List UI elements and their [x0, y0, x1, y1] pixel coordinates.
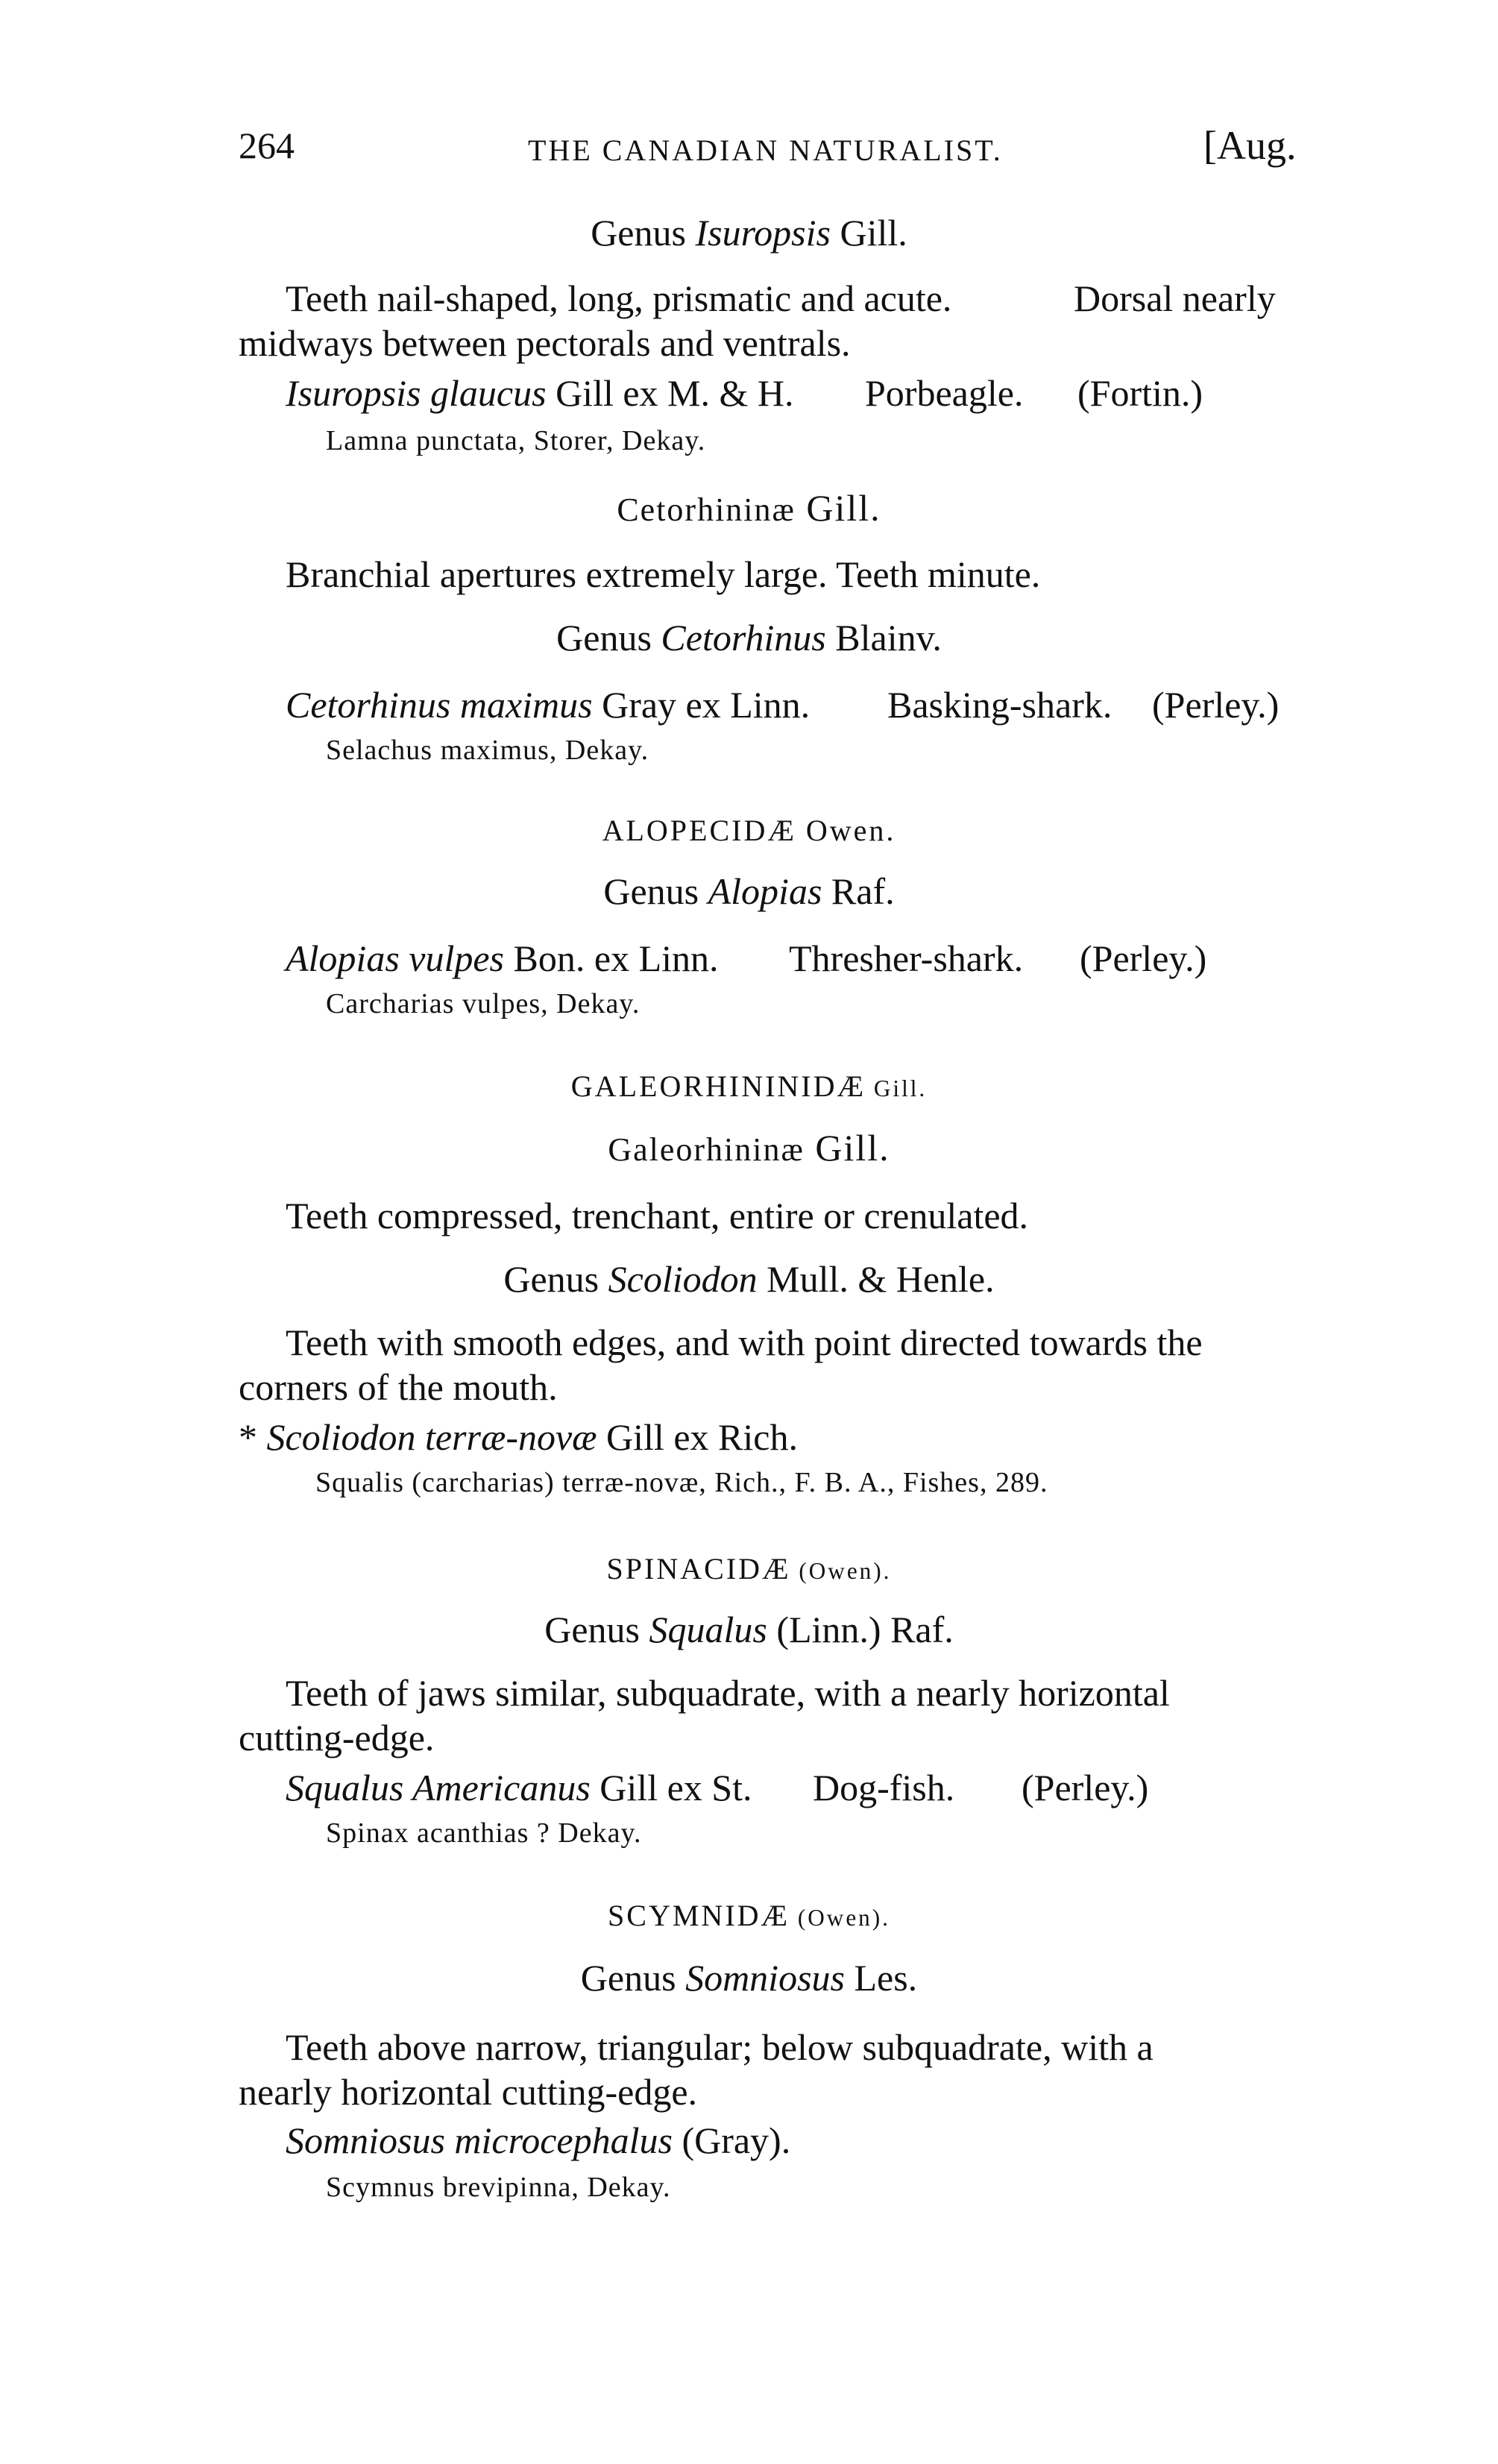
description-line: Teeth with smooth edges, and with point directed towards the — [286, 1321, 1203, 1363]
genus-heading: Genus Somniosus Les. — [580, 1957, 918, 1999]
synonym-line: Lamna punctata, Storer, Dekay. — [326, 425, 706, 456]
genus-heading: Genus Scoliodon Mull. & Henle. — [503, 1258, 995, 1300]
page-number: 264 — [239, 125, 295, 166]
description-line: midways between pectorals and ventrals. — [239, 322, 851, 364]
species-common-name: Dog-fish. — [813, 1767, 955, 1808]
subfamily-heading: Galeorhininæ Gill. — [608, 1127, 890, 1169]
species-entry: * Scoliodon terræ-novæ Gill ex Rich. — [239, 1416, 798, 1458]
family-heading: SCYMNIDÆ (Owen). — [608, 1899, 890, 1932]
description-line: nearly horizontal cutting-edge. — [239, 2071, 698, 2113]
family-heading: ALOPECIDÆ Owen. — [602, 814, 896, 847]
description-line: Branchial apertures extremely large. Teeth minute. — [286, 553, 1041, 595]
description-line: Dorsal nearly — [1074, 277, 1276, 319]
species-common-name: Basking-shark. — [887, 684, 1113, 726]
genus-heading: Genus Isuropsis Gill. — [591, 212, 907, 254]
species-source: (Fortin.) — [1077, 372, 1203, 414]
footnote-marker: * — [239, 1416, 267, 1458]
family-heading: GALEORHININIDÆ Gill. — [570, 1069, 928, 1103]
description-line: cutting-edge. — [239, 1717, 435, 1759]
species-entry: Alopias vulpes Bon. ex Linn. — [286, 937, 719, 979]
species-source: (Perley.) — [1022, 1767, 1149, 1808]
synonym-line: Scymnus brevipinna, Dekay. — [326, 2172, 671, 2203]
genus-heading: Genus Squalus (Linn.) Raf. — [544, 1609, 954, 1650]
species-entry: Isuropsis glaucus Gill ex M. & H. — [286, 372, 794, 414]
species-entry: Squalus Americanus Gill ex St. — [286, 1767, 752, 1808]
description-line: Teeth above narrow, triangular; below subquadrate, with a — [286, 2026, 1154, 2068]
synonym-line: Squalis (carcharias) terræ-novæ, Rich., F. B. A., Fishes, 289. — [315, 1467, 1048, 1498]
description-line: Teeth compressed, trenchant, entire or crenulated. — [286, 1195, 1029, 1236]
description-line: Teeth of jaws similar, subquadrate, with a nearly horizontal — [286, 1672, 1170, 1714]
species-entry: Somniosus microcephalus (Gray). — [286, 2119, 791, 2161]
synonym-line: Selachus maximus, Dekay. — [326, 735, 649, 766]
description-line: corners of the mouth. — [239, 1366, 558, 1408]
subfamily-heading: Cetorhininæ Gill. — [617, 487, 881, 529]
species-common-name: Thresher-shark. — [789, 937, 1024, 979]
species-entry: Cetorhinus maximus Gray ex Linn. — [286, 684, 811, 726]
description-line: Teeth nail-shaped, long, prismatic and acute. — [286, 277, 952, 319]
running-month: [Aug. — [1203, 123, 1297, 168]
species-source: (Perley.) — [1152, 684, 1280, 726]
family-heading: SPINACIDÆ (Owen). — [606, 1552, 892, 1585]
species-common-name: Porbeagle. — [865, 372, 1024, 414]
genus-heading: Genus Alopias Raf. — [603, 870, 895, 912]
synonym-line: Spinax acanthias ? Dekay. — [326, 1817, 642, 1849]
species-source: (Perley.) — [1080, 937, 1207, 979]
running-title: THE CANADIAN NATURALIST. — [528, 133, 1003, 167]
genus-heading: Genus Cetorhinus Blainv. — [556, 617, 942, 659]
synonym-line: Carcharias vulpes, Dekay. — [326, 988, 641, 1019]
